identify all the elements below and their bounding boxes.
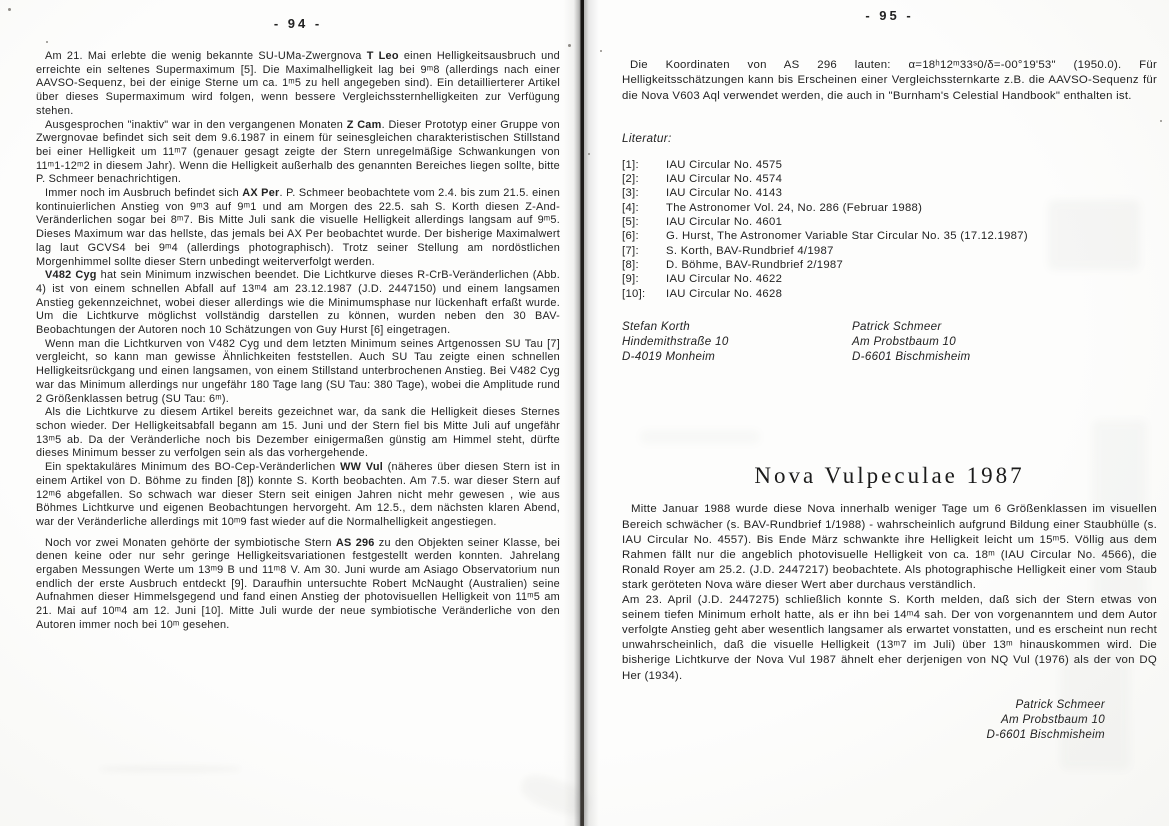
- reference-text: IAU Circular No. 4143: [666, 187, 783, 200]
- author-street: Hindemithstraße 10: [622, 335, 729, 349]
- page-94-body: [36, 50, 560, 633]
- reference-item: [622, 158, 1157, 172]
- paragraph-t-leo: Am 21. Mai erlebte die wenig bekannte SU-UMa-Zwergnova T Leo einen Helligkeitsausbruch und erreichte ein seltenes Supermaximum [5]. Die Maximalhelligkeit lag bei 9ᵐ8 (allerdings nach einer AAVSO-Sequenz, bei der einige Sterne um ca. 1ᵐ5 zu hell angegeben sind). Ein detaillierterer Artikel über dieses Supermaximum wird folgen, wenn bessere Vergleichssternhelligkeiten zur Verfügung stehen.: [36, 50, 560, 117]
- reference-label: [7]:: [622, 244, 639, 257]
- scan-speck: [8, 8, 11, 11]
- author-schmeer: [852, 319, 970, 365]
- page-95: [622, 8, 1157, 743]
- signature-name: Patrick Schmeer: [1015, 697, 1105, 711]
- page-fold-line: [581, 0, 584, 826]
- scan-speck: [1160, 120, 1162, 122]
- reference-label: [1]:: [622, 158, 639, 171]
- showthrough-ghost-text: [1060, 640, 1130, 770]
- reference-label: [6]:: [622, 230, 639, 243]
- reference-item: [622, 172, 1157, 186]
- author-address-block: [622, 319, 1157, 365]
- author-name: Patrick Schmeer: [852, 319, 942, 333]
- author-korth: [622, 319, 852, 365]
- reference-text: IAU Circular No. 4628: [666, 287, 783, 300]
- scan-smudge: [100, 766, 240, 772]
- scan-speck: [46, 41, 48, 43]
- reference-text: IAU Circular No. 4575: [666, 158, 783, 171]
- paragraph-su-tau: Wenn man die Lichtkurven von V482 Cyg und dem letzten Minimum seines Artgenossen SU Tau [7] vergleicht, so kann man gewisse Ähnlichkeiten feststellen. Auch SU Tau zeigte einen schnellen Helligkeitsrückgang und einen langsamen, von einem Stillstand unterbrochenen Anstieg. Bei V482 Cyg war das Minimum allerdings nur ungefähr 180 Tage lang (SU Tau: 380 Tage), wobei die Amplitude rund 2 Größenklassen betrug (SU Tau: 6ᵐ).: [36, 337, 560, 405]
- reference-item: [622, 272, 1157, 286]
- paragraph-v482-cyg: V482 Cyg hat sein Minimum inzwischen beendet. Die Lichtkurve dieses R-CrB-Veränderlichen (Abb. 4) ist von einem schnellen Abfall auf 13ᵐ4 am 23.12.1987 (J.D. 2447150) und einem langsamen Anstieg gekennzeichnet, wobei dieser allerdings wie die Minimumsphase nur lückenhaft erfaßt wurde. Um die Lichtkurve möglichst vollständig darstellen zu können, wurden neben den 30 BAV-Beobachtungen der Autoren noch 10 Schätzungen von Guy Hurst [6] eingetragen.: [36, 269, 560, 337]
- showthrough-ghost-text: [1048, 200, 1140, 270]
- showthrough-ghost-text: [1092, 420, 1147, 600]
- author-city: D-6601 Bischmisheim: [852, 350, 971, 364]
- author-name: Stefan Korth: [622, 319, 691, 333]
- page-94: [36, 16, 560, 633]
- reference-text: IAU Circular No. 4601: [666, 216, 783, 229]
- literatur-heading: Literatur:: [622, 130, 672, 145]
- reference-item: [622, 287, 1157, 301]
- scan-speck: [588, 153, 590, 155]
- article-title: Nova Vulpeculae 1987: [754, 463, 1025, 489]
- page-95-number: - 95 -: [865, 8, 914, 23]
- reference-text: G. Hurst, The Astronomer Variable Star Circular No. 35 (17.12.1987): [666, 230, 1028, 243]
- scan-speck: [600, 50, 602, 52]
- paragraph-ww-vul: Ein spektakuläres Minimum des BO-Cep-Veränderlichen WW Vul (näheres über diesen Stern ist in einem Artikel von D. Böhme zu finden [8]) konnte S. Korth beobachten. Am 7.5. war dieser Stern auf 12ᵐ6 abgefallen. So schwach war dieser Stern seit einigen Jahren nicht mehr gewesen , wie aus Böhmes Lichtkurve und eigenen Beobachtungen hervorgeht. Am 12.5., dem nächsten klaren Abend, war der Veränderliche allerdings mit 10ᵐ9 fast wieder auf die Normalhelligkeit angestiegen.: [36, 461, 560, 528]
- reference-label: [4]:: [622, 201, 639, 214]
- reference-text: IAU Circular No. 4622: [666, 273, 783, 286]
- author-street: Am Probstbaum 10: [852, 335, 957, 349]
- reference-text: S. Korth, BAV-Rundbrief 4/1987: [666, 244, 834, 257]
- page-94-number: - 94 -: [273, 16, 323, 31]
- paragraph-as-296: Noch vor zwei Monaten gehörte der symbiotische Stern AS 296 zu den Objekten seiner Klasse, bei denen keine oder nur sehr geringe Helligkeitsvariationen festgestellt werden konnten. Jahrelang ergaben Messungen Werte um 13ᵐ9 B und 11ᵐ8 V. Am 30. Juni wurde am Asiago Observatorium nun endlich der erste Ausbruch entdeckt [9]. Daraufhin untersuchte Robert McNaught (Australien) seine Aufnahmen dieser Himmelsgegend und fand einen Anstieg der photovisuellen Helligkeit von 11ᵐ5 am 21. Mai auf 10ᵐ4 am 12. Juni [10]. Mitte Juli wurde der neue symbiotische Veränderliche von den Autoren immer noch bei 10ᵐ gesehen.: [36, 536, 561, 631]
- scan-speck: [568, 44, 571, 47]
- paragraph-nova-january: Mitte Januar 1988 wurde diese Nova innerhalb weniger Tage um 6 Größenklassen im visuellen Bereich schwächer (s. BAV-Rundbrief 1/1988) - wahrscheinlich aufgrund Bildung einer Staubhülle (s. IAU Circular No. 4557). Bis Ende März schwankte ihre Helligkeit leicht um 15ᵐ5. Völlig aus dem Rahmen fällt nur die angeblich photovisuelle Helligkeit von ca. 18ᵐ (IAU Circular No. 4566), die Ronald Royer am 25.2. (J.D. 2447217) beobachtete. Als photographische Helligkeit einer vom Staub stark geröteten Nova wäre dieser Wert aber durchaus verständlich.: [622, 503, 1157, 591]
- reference-label: [10]:: [622, 287, 646, 300]
- reference-item: [622, 186, 1157, 200]
- reference-text: The Astronomer Vol. 24, No. 286 (Februar 1988): [666, 201, 923, 214]
- paragraph-ax-per: Immer noch im Ausbruch befindet sich AX Per. P. Schmeer beobachtete vom 2.4. bis zum 21.5. einen kontinuierlichen Anstieg von 9ᵐ3 auf 9ᵐ1 und am Morgen des 22.5. sah S. Korth diesen Z-And-Veränderlichen sogar bei 8ᵐ7. Bis Mitte Juli sank die visuelle Helligkeit allerdings langsam auf 9ᵐ5. Dieses Maximum war das hellste, das jemals bei AX Per beobachtet wurde. Der bisherige Maximalwert lag laut GCVS4 bei 9ᵐ4 (allerdings photographisch). Trotz seiner Stellung am nordöstlichen Morgenhimmel sollte dieser Stern unbedingt weiterverfolgt werden.: [36, 187, 561, 268]
- author-city: D-4019 Monheim: [622, 350, 716, 364]
- signature-city: D-6601 Bischmisheim: [986, 728, 1105, 742]
- reference-label: [8]:: [622, 258, 639, 271]
- signature-street: Am Probstbaum 10: [1000, 713, 1105, 726]
- reference-text: D. Böhme, BAV-Rundbrief 2/1987: [666, 258, 844, 271]
- reference-label: [9]:: [622, 273, 639, 286]
- reference-label: [2]:: [622, 173, 639, 186]
- reference-text: IAU Circular No. 4574: [666, 173, 783, 186]
- reference-label: [5]:: [622, 216, 639, 229]
- paragraph-as-296-coordinates: Die Koordinaten von AS 296 lauten: α=18ʰ12ᵐ33ˢ0/δ=-00°19'53" (1950.0). Für Helligkeitsschätzungen kann bis Erscheinen einer Vergleichssternkarte z.B. die AAVSO-Sequenz für die Nova V603 Aql verwendet werden, die auch in "Burnham's Celestial Handbook" enthalten ist.: [622, 59, 1157, 102]
- paragraph-lichtkurve: Als die Lichtkurve zu diesem Artikel bereits gezeichnet war, da sank die Helligkeit dieses Sternes schon wieder. Der Helligkeitsabfall begann am 15. Juni und der Stern fiel bis Mitte Juli auf ungefähr 13ᵐ5 ab. Da der Veränderliche noch bis Dezember einigermaßen günstig am Himmel steht, dürfte dieses Minimum besser zu verfolgen sein als das vorhergehende.: [36, 406, 560, 460]
- reference-label: [3]:: [622, 187, 639, 200]
- showthrough-ghost-text: [640, 430, 760, 444]
- paragraph-z-cam: Ausgesprochen "inaktiv" war in den vergangenen Monaten Z Cam. Dieser Prototyp einer Gruppe von Zwergnovae befindet sich seit dem 9.6.1987 in einem für seinesgleichen charakteristischen Stillstand bei einer Helligkeit um 11ᵐ7 (genauer gesagt zeigte der Stern unregelmäßige Schwankungen von 11ᵐ1-12ᵐ2 in diesem Jahr). Wenn die Helligkeit außerhalb des genannten Bereiches liegen sollte, bitte P. Schmeer benachrichtigen.: [36, 118, 560, 186]
- paragraph-nova-april: Am 23. April (J.D. 2447275) schließlich konnte S. Korth melden, daß sich der Stern etwas von seinem tiefen Minimum erholt hatte, als er ihn bei 14ᵐ4 sah. Der von vorgenanntem und dem Autor verfolgte Anstieg geht aber wesentlich langsamer als erwartet vonstatten, und es erscheint nun recht unwahrscheinlich, daß die visuelle Helligkeit (13ᵐ7 im Juli) über 13ᵐ hinauskommen wird. Die bisherige Lichtkurve der Nova Vul 1987 ähnelt eher derjenigen von NQ Vul (1976) als der von DQ Her (1934).: [622, 594, 1157, 682]
